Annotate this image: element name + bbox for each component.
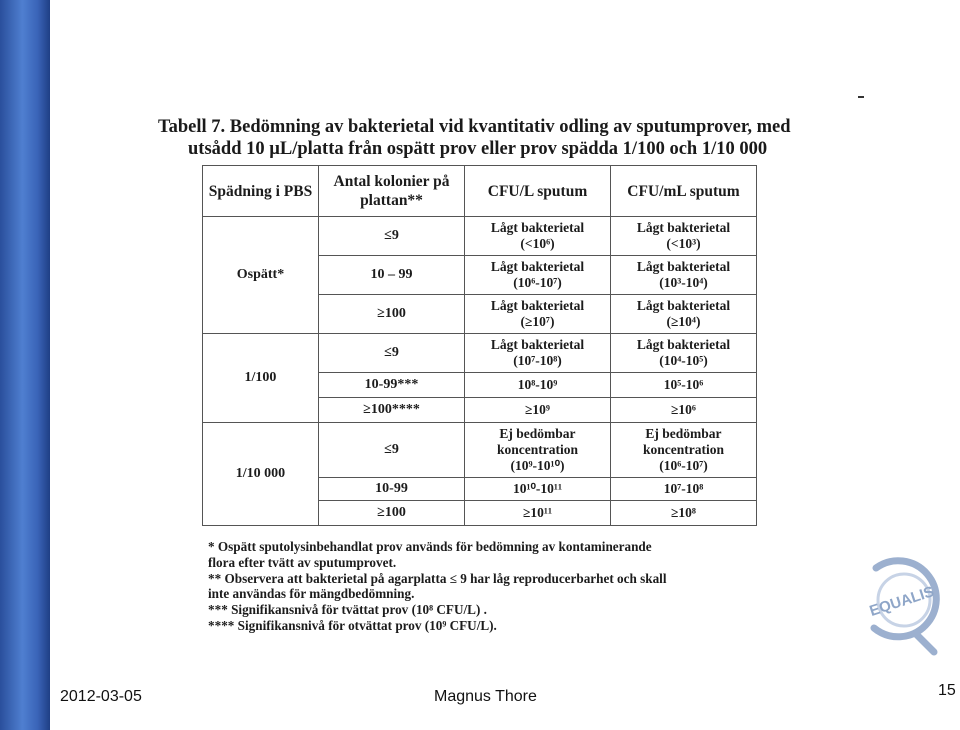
cfu-l-label: Lågt bakterietal bbox=[490, 337, 585, 352]
cfu-ml-cell bbox=[611, 217, 757, 256]
cfu-l-cell: 10¹⁰-10¹¹ bbox=[465, 478, 611, 501]
cfu-ml-label: Ej bedömbar koncentration bbox=[643, 426, 724, 457]
slide-author: Magnus Thore bbox=[434, 688, 537, 705]
cfu-l-label: Lågt bakterietal bbox=[490, 220, 585, 235]
table-row bbox=[203, 423, 757, 478]
cfu-l-value: (<10⁶) bbox=[520, 236, 555, 251]
colonies-cell: ≤9 bbox=[319, 423, 465, 478]
bacteria-count-table bbox=[202, 165, 757, 526]
cfu-l-value: (10⁷-10⁸) bbox=[513, 353, 562, 368]
colonies-cell: 10-99*** bbox=[319, 373, 465, 398]
table-title-line2: utsådd 10 µL/platta från ospätt prov eller prov spädda 1/100 och 1/10 000 bbox=[188, 139, 768, 159]
cfu-l-cell: ≥10¹¹ bbox=[465, 501, 611, 526]
footnote-line: inte användas för mängdbedömning. bbox=[208, 586, 415, 602]
cfu-ml-label: Lågt bakterietal bbox=[636, 337, 731, 352]
cfu-ml-label: Lågt bakterietal bbox=[636, 220, 731, 235]
cfu-l-label: Lågt bakterietal bbox=[490, 298, 585, 313]
cfu-ml-cell: ≥10⁶ bbox=[611, 398, 757, 423]
footnote-line: ** Observera att bakterietal på agarplatta ≤ 9 har låg reproducerbarhet och skall bbox=[208, 570, 667, 586]
cfu-ml-cell: ≥10⁸ bbox=[611, 501, 757, 526]
table-footnotes bbox=[208, 539, 768, 634]
cfu-ml-value: (10⁶-10⁷) bbox=[659, 458, 708, 473]
equalis-logo-text: EQUALIS bbox=[867, 583, 937, 620]
colonies-cell: ≥100 bbox=[319, 295, 465, 334]
table-title bbox=[158, 116, 858, 160]
equalis-logo-icon bbox=[856, 546, 952, 658]
cfu-l-cell bbox=[465, 334, 611, 373]
header-cfu-ml: CFU/mL sputum bbox=[611, 166, 757, 217]
cfu-l-value: (≥10⁷) bbox=[520, 314, 555, 329]
slide-side-bar bbox=[0, 0, 50, 730]
cfu-l-cell: 10⁸-10⁹ bbox=[465, 373, 611, 398]
header-dilution: Spädning i PBS bbox=[203, 166, 319, 217]
dilution-cell: Ospätt* bbox=[203, 217, 319, 334]
cfu-ml-value: (≥10⁴) bbox=[666, 314, 701, 329]
cfu-ml-cell: 10⁷-10⁸ bbox=[611, 478, 757, 501]
cfu-ml-cell: 10⁵-10⁶ bbox=[611, 373, 757, 398]
colonies-cell: ≥100 bbox=[319, 501, 465, 526]
cfu-ml-cell bbox=[611, 295, 757, 334]
colonies-cell: 10-99 bbox=[319, 478, 465, 501]
cfu-l-cell: ≥10⁹ bbox=[465, 398, 611, 423]
cfu-ml-cell bbox=[611, 334, 757, 373]
cfu-ml-label: Lågt bakterietal bbox=[636, 298, 731, 313]
table-header-row bbox=[203, 166, 757, 217]
cfu-ml-cell bbox=[611, 256, 757, 295]
cfu-l-cell bbox=[465, 217, 611, 256]
cfu-l-cell bbox=[465, 295, 611, 334]
slide-page-number: 15 bbox=[938, 682, 956, 699]
footnote-line: *** Signifikansnivå för tvättat prov (10⁸ CFU/L) . bbox=[208, 602, 487, 618]
table-row bbox=[203, 217, 757, 256]
slide-date: 2012-03-05 bbox=[60, 688, 142, 705]
colonies-cell: ≥100**** bbox=[319, 398, 465, 423]
cfu-l-value: (10⁹-10¹⁰) bbox=[510, 458, 565, 473]
cfu-ml-label: Lågt bakterietal bbox=[636, 259, 731, 274]
cfu-l-cell bbox=[465, 423, 611, 478]
scan-mark bbox=[858, 96, 864, 98]
dilution-cell: 1/100 bbox=[203, 334, 319, 423]
footnote-line: flora efter tvätt av sputumprovet. bbox=[208, 554, 397, 570]
cfu-ml-value: (<10³) bbox=[666, 236, 701, 251]
footnote-line: * Ospätt sputolysinbehandlat prov används för bedömning av kontaminerande bbox=[208, 539, 652, 554]
cfu-ml-cell bbox=[611, 423, 757, 478]
header-colonies: Antal kolonier på plattan** bbox=[319, 166, 465, 217]
cfu-l-label: Lågt bakterietal bbox=[490, 259, 585, 274]
colonies-cell: ≤9 bbox=[319, 334, 465, 373]
cfu-l-value: (10⁶-10⁷) bbox=[513, 275, 562, 290]
dilution-cell: 1/10 000 bbox=[203, 423, 319, 526]
header-cfu-l: CFU/L sputum bbox=[465, 166, 611, 217]
footnote-line: **** Signifikansnivå för otvättat prov (10⁹ CFU/L). bbox=[208, 617, 497, 633]
table-title-line1: Tabell 7. Bedömning av bakterietal vid kvantitativ odling av sputumprover, med bbox=[158, 117, 791, 137]
colonies-cell: 10 – 99 bbox=[319, 256, 465, 295]
cfu-l-cell bbox=[465, 256, 611, 295]
cfu-l-label: Ej bedömbar koncentration bbox=[497, 426, 578, 457]
cfu-ml-value: (10³-10⁴) bbox=[659, 275, 708, 290]
table-row bbox=[203, 334, 757, 373]
cfu-ml-value: (10⁴-10⁵) bbox=[659, 353, 708, 368]
colonies-cell: ≤9 bbox=[319, 217, 465, 256]
